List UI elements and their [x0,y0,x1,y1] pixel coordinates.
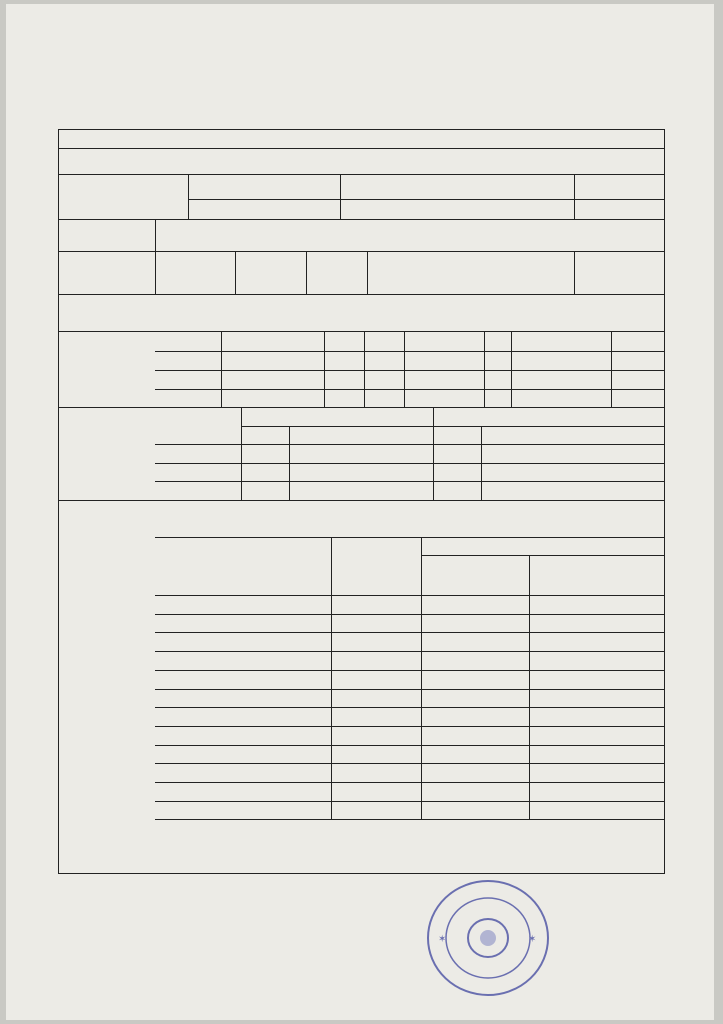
divider [574,174,575,219]
divider [235,251,236,294]
divider [155,481,664,482]
divider [324,331,325,407]
divider [574,251,575,294]
divider [59,407,664,408]
divider [188,174,189,219]
divider [421,555,664,556]
divider [340,174,341,219]
svg-text:✶: ✶ [528,934,537,945]
divider [511,331,512,407]
divider [155,651,664,652]
divider [155,537,664,538]
divider [484,331,485,407]
divider [241,426,664,427]
divider [155,351,664,352]
plot-form [58,129,665,874]
divider [59,500,664,501]
divider [155,670,664,671]
divider [188,199,664,200]
divider [611,331,612,407]
divider [155,707,664,708]
divider [59,331,664,332]
divider [155,689,664,690]
svg-text:✶: ✶ [438,934,447,945]
divider [155,819,664,820]
divider [367,251,368,294]
divider [433,407,434,500]
official-stamp [424,876,552,1000]
divider [155,251,156,294]
divider [59,148,664,149]
divider [331,537,332,819]
divider [155,632,664,633]
divider [364,331,365,407]
divider [155,801,664,802]
divider [155,763,664,764]
divider [155,595,664,596]
divider [155,782,664,783]
divider [155,614,664,615]
divider [155,726,664,727]
divider [59,294,664,295]
divider [155,745,664,746]
divider [155,389,664,390]
divider [306,251,307,294]
divider [421,537,422,819]
divider [155,463,664,464]
divider [404,331,405,407]
divider [155,370,664,371]
divider [59,219,664,220]
divider [241,407,242,500]
divider [221,331,222,407]
divider [155,444,664,445]
divider [155,219,156,251]
